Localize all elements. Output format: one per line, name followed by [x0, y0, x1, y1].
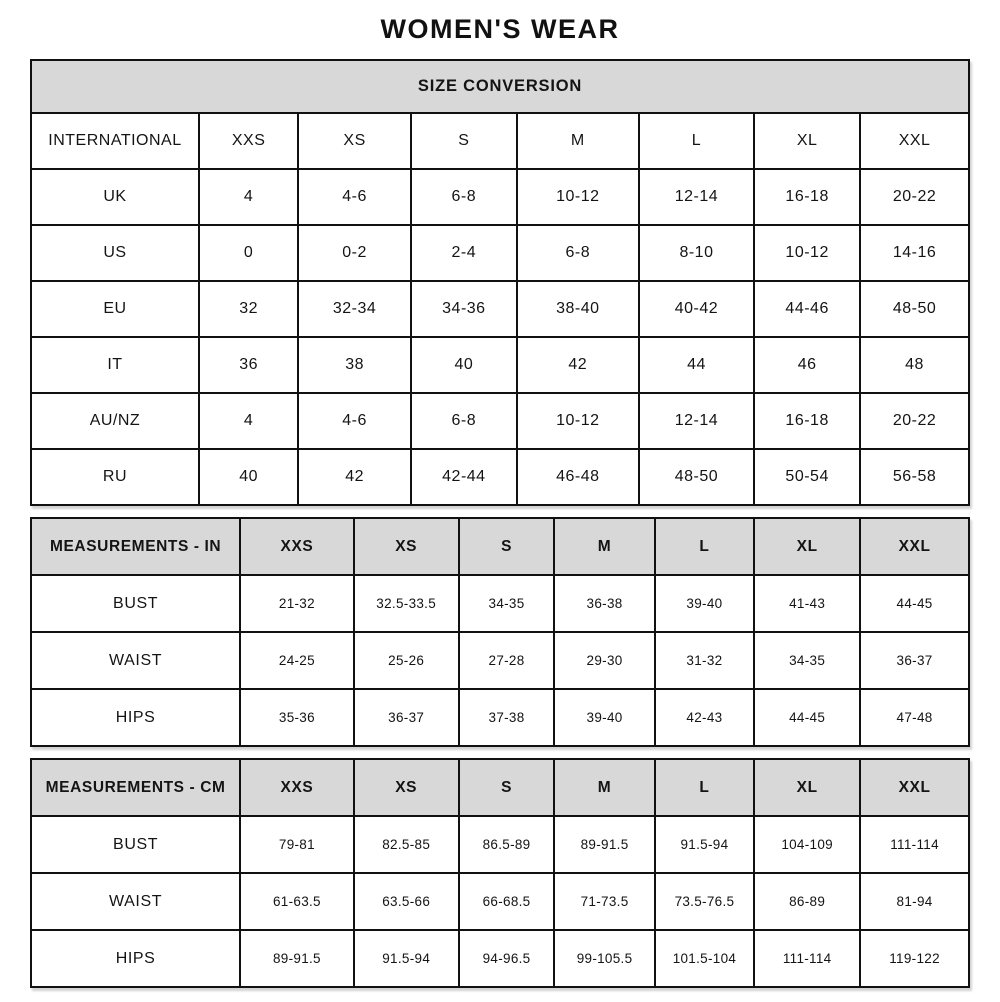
- column-header: S: [411, 113, 517, 169]
- table-cell: 101.5-104: [655, 930, 754, 987]
- table-cell: 29-30: [554, 632, 654, 689]
- column-header: L: [639, 113, 754, 169]
- table-row: [31, 169, 969, 225]
- table-cell: 63.5-66: [354, 873, 459, 930]
- table-cell: 39-40: [554, 689, 654, 746]
- column-header: XS: [298, 113, 411, 169]
- table-cell: 81-94: [860, 873, 969, 930]
- column-header: M: [554, 759, 654, 816]
- table-row: [31, 689, 969, 746]
- table-cell: 35-36: [240, 689, 353, 746]
- row-label: RU: [31, 449, 199, 505]
- table-cell: 16-18: [754, 169, 860, 225]
- table-cell: 32-34: [298, 281, 411, 337]
- table-cell: 50-54: [754, 449, 860, 505]
- table-cell: 12-14: [639, 393, 754, 449]
- table-cell: 24-25: [240, 632, 353, 689]
- row-label: BUST: [31, 816, 240, 873]
- table-cell: 46: [754, 337, 860, 393]
- table-cell: 2-4: [411, 225, 517, 281]
- column-header: XXL: [860, 518, 969, 575]
- table-cell: 42-43: [655, 689, 754, 746]
- row-label: HIPS: [31, 689, 240, 746]
- table-cell: 111-114: [860, 816, 969, 873]
- table-cell: 12-14: [639, 169, 754, 225]
- row-label: BUST: [31, 575, 240, 632]
- size-conversion-table: [30, 59, 970, 506]
- row-label: WAIST: [31, 873, 240, 930]
- table-cell: 82.5-85: [354, 816, 459, 873]
- table-cell: 89-91.5: [554, 816, 654, 873]
- table-row: [31, 575, 969, 632]
- measurements-cm-table: [30, 758, 970, 988]
- table-header-row: [31, 759, 969, 816]
- table-cell: 6-8: [517, 225, 639, 281]
- table-cell: 71-73.5: [554, 873, 654, 930]
- table-cell: 44-46: [754, 281, 860, 337]
- column-header: M: [517, 113, 639, 169]
- table-row: [31, 449, 969, 505]
- column-header: XS: [354, 518, 459, 575]
- table-cell: 91.5-94: [354, 930, 459, 987]
- table-cell: 38: [298, 337, 411, 393]
- table-cell: 40: [199, 449, 298, 505]
- table-cell: 25-26: [354, 632, 459, 689]
- table-cell: 86.5-89: [459, 816, 555, 873]
- table-cell: 44-45: [860, 575, 969, 632]
- table-cell: 89-91.5: [240, 930, 353, 987]
- row-label: EU: [31, 281, 199, 337]
- table-row: [31, 873, 969, 930]
- table-banner-row: [31, 60, 969, 113]
- table-cell: 10-12: [517, 169, 639, 225]
- table-cell: 36-37: [860, 632, 969, 689]
- column-header: L: [655, 759, 754, 816]
- column-header: S: [459, 759, 555, 816]
- column-header: XXL: [860, 113, 969, 169]
- row-label: US: [31, 225, 199, 281]
- table-cell: 27-28: [459, 632, 555, 689]
- table-cell: 21-32: [240, 575, 353, 632]
- table-cell: 66-68.5: [459, 873, 555, 930]
- table-cell: 34-35: [459, 575, 555, 632]
- table-header-row: [31, 113, 969, 169]
- column-header: L: [655, 518, 754, 575]
- table-cell: 36: [199, 337, 298, 393]
- table-row: [31, 816, 969, 873]
- table-cell: 48-50: [639, 449, 754, 505]
- table-cell: 4-6: [298, 393, 411, 449]
- table-cell: 20-22: [860, 169, 969, 225]
- table-cell: 79-81: [240, 816, 353, 873]
- row-label: HIPS: [31, 930, 240, 987]
- table-row: [31, 632, 969, 689]
- column-header: MEASUREMENTS - CM: [31, 759, 240, 816]
- table-cell: 38-40: [517, 281, 639, 337]
- table-cell: 14-16: [860, 225, 969, 281]
- table-cell: 36-38: [554, 575, 654, 632]
- table-row: [31, 337, 969, 393]
- table-cell: 32.5-33.5: [354, 575, 459, 632]
- column-header: XS: [354, 759, 459, 816]
- table-cell: 4: [199, 169, 298, 225]
- table-cell: 42: [298, 449, 411, 505]
- column-header: XXS: [199, 113, 298, 169]
- column-header: XXS: [240, 518, 353, 575]
- table-cell: 41-43: [754, 575, 860, 632]
- table-cell: 119-122: [860, 930, 969, 987]
- table-cell: 31-32: [655, 632, 754, 689]
- table-cell: 42-44: [411, 449, 517, 505]
- column-header: S: [459, 518, 555, 575]
- row-label: UK: [31, 169, 199, 225]
- column-header: XXS: [240, 759, 353, 816]
- table-cell: 10-12: [754, 225, 860, 281]
- table-cell: 10-12: [517, 393, 639, 449]
- column-header: XL: [754, 113, 860, 169]
- row-label: WAIST: [31, 632, 240, 689]
- table-cell: 73.5-76.5: [655, 873, 754, 930]
- table-header-row: [31, 518, 969, 575]
- table-cell: 104-109: [754, 816, 860, 873]
- table-cell: 56-58: [860, 449, 969, 505]
- table-cell: 61-63.5: [240, 873, 353, 930]
- table-cell: 0: [199, 225, 298, 281]
- table-cell: 91.5-94: [655, 816, 754, 873]
- table-cell: 4: [199, 393, 298, 449]
- table-cell: 46-48: [517, 449, 639, 505]
- row-label: IT: [31, 337, 199, 393]
- table-cell: 0-2: [298, 225, 411, 281]
- table-cell: 34-36: [411, 281, 517, 337]
- column-header: XL: [754, 759, 860, 816]
- table-cell: 36-37: [354, 689, 459, 746]
- table-cell: 20-22: [860, 393, 969, 449]
- table-cell: 6-8: [411, 169, 517, 225]
- page-title: WOMEN'S WEAR: [380, 14, 620, 44]
- column-header: M: [554, 518, 654, 575]
- table-cell: 86-89: [754, 873, 860, 930]
- table-banner: SIZE CONVERSION: [31, 60, 969, 113]
- column-header: XXL: [860, 759, 969, 816]
- table-cell: 6-8: [411, 393, 517, 449]
- table-row: [31, 225, 969, 281]
- table-cell: 44: [639, 337, 754, 393]
- table-row: [31, 393, 969, 449]
- table-cell: 99-105.5: [554, 930, 654, 987]
- table-row: [31, 930, 969, 987]
- column-header: MEASUREMENTS - IN: [31, 518, 240, 575]
- table-cell: 32: [199, 281, 298, 337]
- column-header: INTERNATIONAL: [31, 113, 199, 169]
- table-cell: 94-96.5: [459, 930, 555, 987]
- table-cell: 40-42: [639, 281, 754, 337]
- table-cell: 37-38: [459, 689, 555, 746]
- table-cell: 111-114: [754, 930, 860, 987]
- column-header: XL: [754, 518, 860, 575]
- row-label: AU/NZ: [31, 393, 199, 449]
- table-cell: 8-10: [639, 225, 754, 281]
- table-cell: 44-45: [754, 689, 860, 746]
- table-cell: 48: [860, 337, 969, 393]
- table-row: [31, 281, 969, 337]
- table-cell: 16-18: [754, 393, 860, 449]
- measurements-in-table: [30, 517, 970, 747]
- table-cell: 4-6: [298, 169, 411, 225]
- table-cell: 48-50: [860, 281, 969, 337]
- table-cell: 34-35: [754, 632, 860, 689]
- table-cell: 47-48: [860, 689, 969, 746]
- table-cell: 39-40: [655, 575, 754, 632]
- table-cell: 42: [517, 337, 639, 393]
- table-cell: 40: [411, 337, 517, 393]
